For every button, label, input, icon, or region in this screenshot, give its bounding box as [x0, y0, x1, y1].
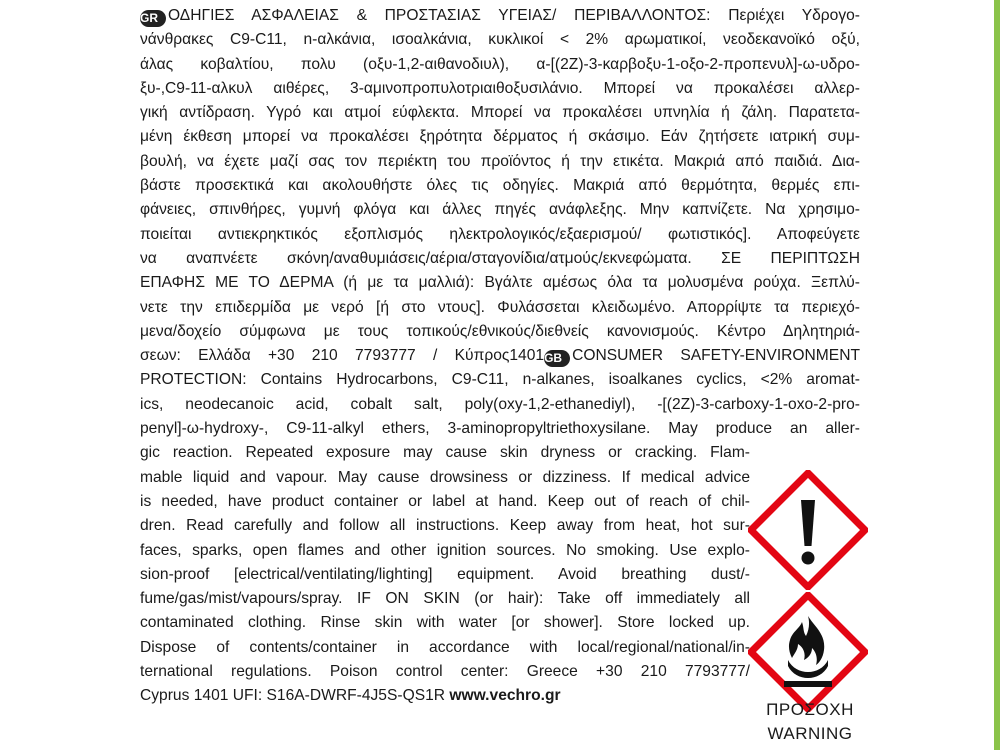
signal-word-english: WARNING — [767, 724, 853, 743]
greek-line: μενα/δοχείο σύμφωνα με τους τοπικούς/εθνικούς/διεθνείς κανονισμούς. Κέντρο Δηλητηριά- — [140, 322, 860, 340]
english-line: penyl]-ω-hydroxy-, C9-11-alkyl ethers, 3-aminopropyltriethoxysilane. May produce an aller- — [140, 420, 860, 438]
english-line: faces, sparks, open flames and other ignition sources. No smoking. Use explo- — [140, 541, 750, 559]
english-line: sion-proof [electrical/ventilating/lighting] equipment. Avoid breathing dust/- — [140, 565, 750, 583]
greek-line: άλας κοβαλτίου, πολυ (οξυ-1,2-αιθανοδιυλ), α-[(2Ζ)-3-καρβοξυ-1-οξο-2-προπενυλ]-ω-υδρο- — [140, 55, 860, 73]
greek-line: να αναπνέετε σκόνη/αναθυμιάσεις/αέρια/σταγονίδια/ατμούς/εκνεφώματα. ΣΕ ΠΕΡΙΠΤΩΣΗ — [140, 249, 860, 267]
hazard-pictograms — [748, 470, 868, 714]
greek-line: μένη έκθεση μπορεί να προκαλέσει ξηρότητα δέρματος ή σκάσιμο. Εάν ζητήσετε ιατρική συμ- — [140, 128, 860, 146]
exclamation-mark-icon — [748, 470, 868, 590]
english-line: fume/gas/mist/vapours/spray. IF ON SKIN (or hair): Take off immediately all — [140, 590, 750, 608]
gr-language-badge: GR — [140, 10, 166, 27]
english-line: mable liquid and vapour. May cause drowsiness or dizziness. If medical advice — [140, 468, 750, 486]
greek-line: νάνθρακες C9-C11, n-αλκάνια, ισοαλκάνια, κυκλικοί < 2% αρωματικοί, νεοδεκανοϊκό οξύ, — [140, 31, 860, 49]
english-line: contaminated clothing. Rinse skin with water [or shower]. Store locked up. — [140, 614, 750, 632]
greek-line: ξυ-,C9-11-αλκυλ αιθέρες, 3-αμινοπροπυλοτριαιθοξυσιλάνιο. Μπορεί να προκαλέσει αλλερ- — [140, 79, 860, 97]
greek-line: γική αντίδραση. Υγρό και ατμοί εύφλεκτα. Μπορεί να προκαλέσει υπνηλία ή ζάλη. Παρατετα- — [140, 104, 860, 122]
english-line: PROTECTION: Contains Hydrocarbons, C9-C11, n-alkanes, isoalkanes cyclics, <2% aromat- — [140, 371, 860, 389]
greek-english-transition-line: σεων: Ελλάδα +30 210 7793777 / Κύπρος1401GB CONSUMER SAFETY-ENVIRONMENT — [140, 347, 860, 366]
greek-line: GR ΟΔΗΓΙΕΣ ΑΣΦΑΛΕΙΑΣ & ΠΡΟΣΤΑΣΙΑΣ ΥΓΕΙΑΣ/ ΠΕΡΙΒΑΛΛΟΝΤΟΣ: Περιέχει Υδρογο- — [140, 7, 860, 25]
english-line: Dispose of contents/container in accordance with local/regional/national/in- — [140, 638, 750, 656]
signal-word-greek: ΠΡΟΣΟΧΗ — [766, 700, 854, 719]
greek-line: ΕΠΑΦΗΣ ΜΕ ΤΟ ΔΕΡΜΑ (ή με τα μαλλιά): Βγάλτε αμέσως όλα τα μολυσμένα ρούχα. Ξεπλύ- — [140, 274, 860, 292]
greek-line: βουλή, να έχετε μαζί σας τον περιέκτη του προϊόντος ή την ετικέτα. Μακριά από παιδιά. Δια- — [140, 152, 860, 170]
english-line: ternational regulations. Poison control center: Greece +30 210 7793777/ — [140, 663, 750, 681]
greek-line: νετε την επιδερμίδα με νερό [ή στο ντους]. Φυλάσσεται κλειδωμένο. Απορρίψτε τα περιεχό- — [140, 298, 860, 316]
english-line: is needed, have product container or label at hand. Keep out of reach of chil- — [140, 492, 750, 510]
flame-icon — [748, 592, 868, 712]
greek-line: φάνειες, σπινθήρες, γυμνή φλόγα και άλλες πηγές ανάφλεξης. Μην καπνίζετε. Να χρησιμο- — [140, 201, 860, 219]
english-line: gic reaction. Repeated exposure may cause skin dryness or cracking. Flam- — [140, 444, 750, 462]
english-line: ics, neodecanoic acid, cobalt salt, poly(oxy-1,2-ethanediyl), -[(2Z)-3-carboxy-1-oxo-2-pro- — [140, 395, 860, 413]
greek-line: ποιείται αντιεκρηκτικός εξοπλισμός ηλεκτρολογικός/εξαερισμού/ φωτιστικός]. Αποφεύγετε — [140, 225, 860, 243]
english-last-line: Cyprus 1401 UFI: S16A-DWRF-4J5S-QS1R www.vechro.gr — [140, 687, 561, 705]
website-link[interactable]: www.vechro.gr — [449, 687, 561, 705]
gb-language-badge: GB — [544, 350, 570, 367]
signal-word — [752, 698, 868, 746]
green-edge-strip — [994, 0, 1000, 750]
english-line: dren. Read carefully and follow all instructions. Keep away from heat, hot sur- — [140, 517, 750, 535]
greek-line: βάστε προσεκτικά και ακολουθήστε όλες τις οδηγίες. Μακριά από θερμότητα, θερμές επι- — [140, 177, 860, 195]
